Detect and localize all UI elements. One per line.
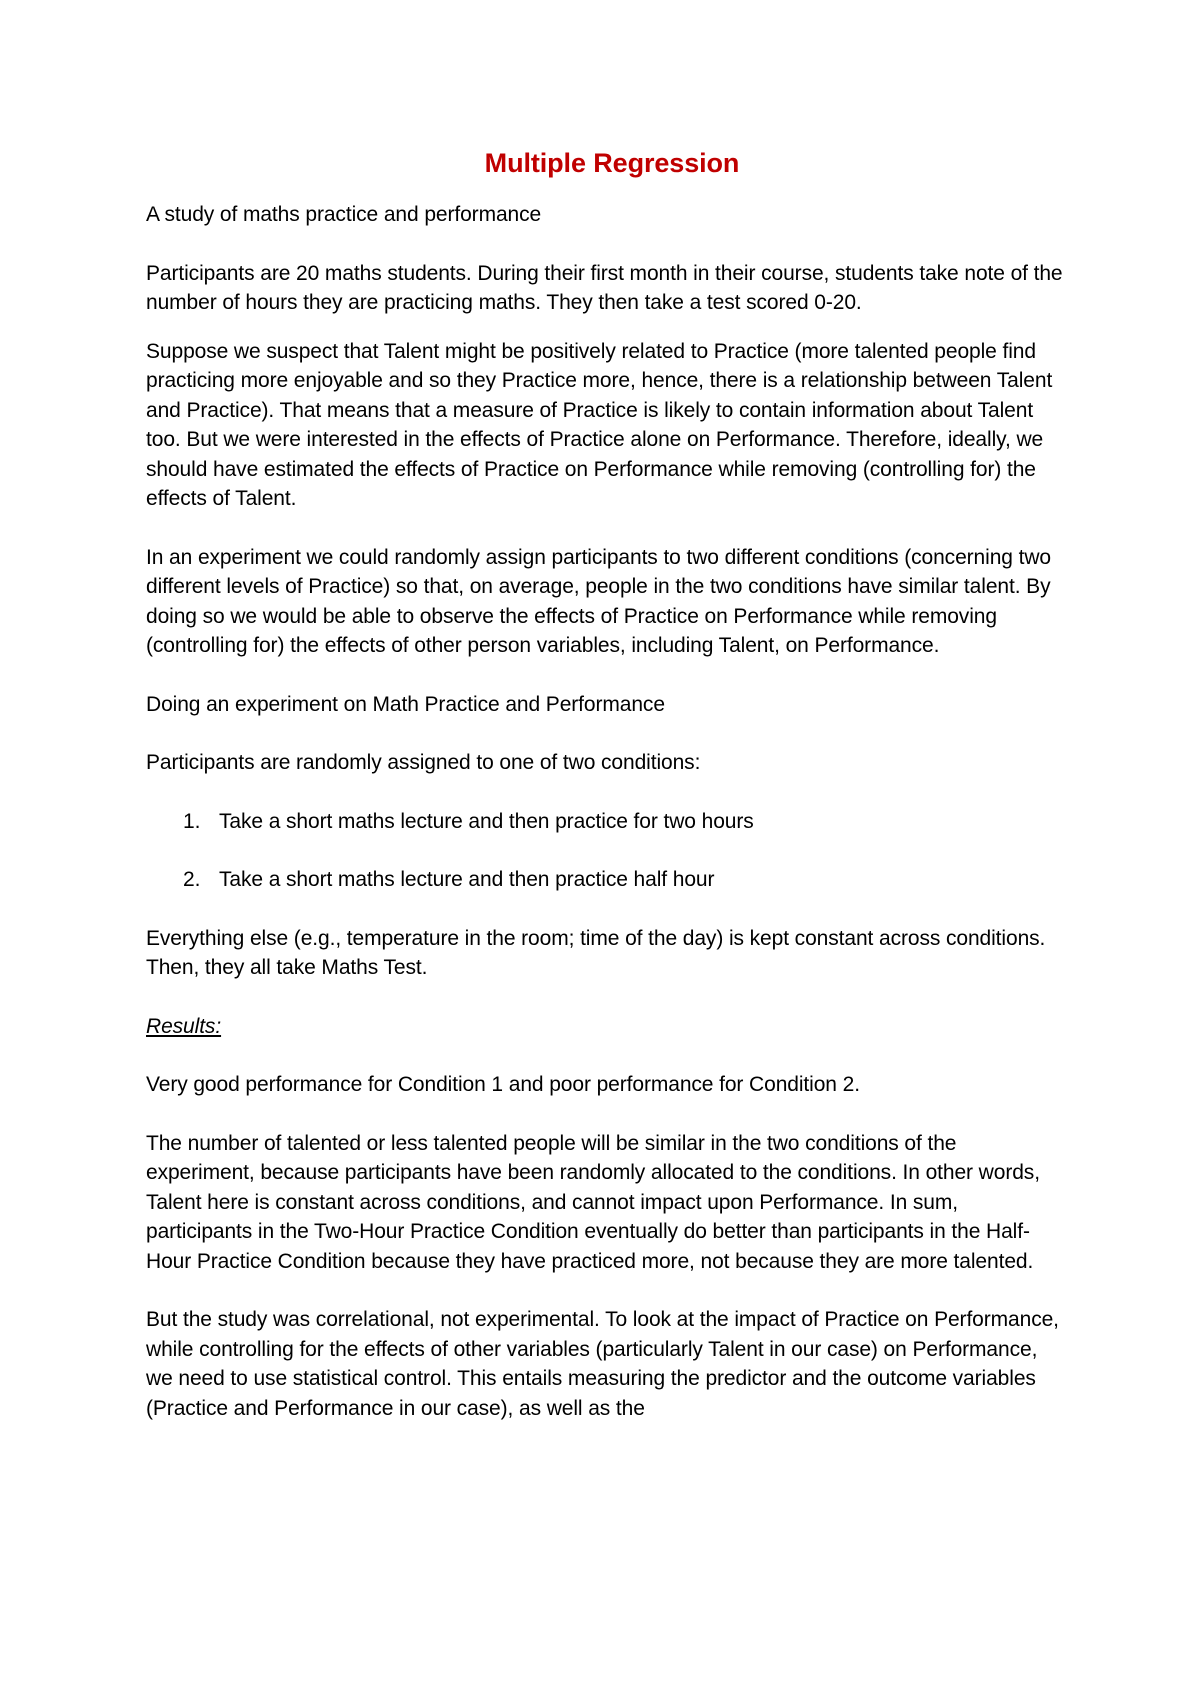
heading-doing-experiment: Doing an experiment on Math Practice and Performance <box>146 692 665 716</box>
list-item <box>146 865 1066 895</box>
conditions-list <box>146 807 1066 895</box>
list-item-number: 2. <box>183 868 201 891</box>
list-item-text: Take a short maths lecture and then practice half hour <box>219 868 715 891</box>
results-label: Results: <box>146 1014 222 1038</box>
paragraph-suppose: Suppose we suspect that Talent might be positively related to Practice (more talented people find practicing more enjoyable and so they Practice more, hence, there is a relationship between Talent and Practice). That means that a measure of Practice is likely to contain information about Talent too. But we were interested in the effects of Practice alone on Performance. Therefore, ideally, we should have estimated the effects of Practice on Performance while removing (controlling for) the effects of Talent. <box>146 339 1053 510</box>
paragraph-participants: Participants are 20 maths students. During their first month in their course, students take note of the number of hours they are practicing maths. They then take a test scored 0-20. <box>146 261 1063 314</box>
paragraph-correlational: But the study was correlational, not experimental. To look at the impact of Practice on Performance, while controlling for the effects of other variables (particularly Talent in our case) on Performance, we need to use statistical control. This entails measuring the predictor and the outcome variables (Practice and Performance in our case), as well as the <box>146 1308 1059 1420</box>
subtitle: A study of maths practice and performance <box>146 203 542 226</box>
list-item-text: Take a short maths lecture and then practice for two hours <box>219 809 754 833</box>
document-body <box>146 145 1066 1423</box>
paragraph-talent: The number of talented or less talented people will be similar in the two conditions of the experiment, because participants have been randomly allocated to the conditions. In other words, Talent here is constant across conditions, and cannot impact upon Performance. In sum, participants in the Two-Hour Practice Condition eventually do better than participants in the Half-Hour Practice Condition because they have practiced more, not because they are more talented. <box>146 1131 1040 1273</box>
paragraph-everything-else: Everything else (e.g., temperature in the room; time of the day) is kept constant across conditions. Then, they all take Maths Test. <box>146 926 1046 979</box>
list-item <box>146 807 1066 837</box>
paragraph-experiment: In an experiment we could randomly assign participants to two different conditions (concerning two different levels of Practice) so that, on average, people in the two conditions have similar talent. By doing so we would be able to observe the effects of Practice on Performance while removing (controlling for) the effects of other person variables, including Talent, on Performance. <box>146 545 1051 657</box>
paragraph-assigned: Participants are randomly assigned to one of two conditions: <box>146 751 701 774</box>
list-item-number: 1. <box>183 809 201 833</box>
results-heading-wrapper <box>146 1012 1066 1042</box>
document-title: Multiple Regression <box>484 148 740 178</box>
paragraph-results: Very good performance for Condition 1 and poor performance for Condition 2. <box>146 1073 860 1096</box>
